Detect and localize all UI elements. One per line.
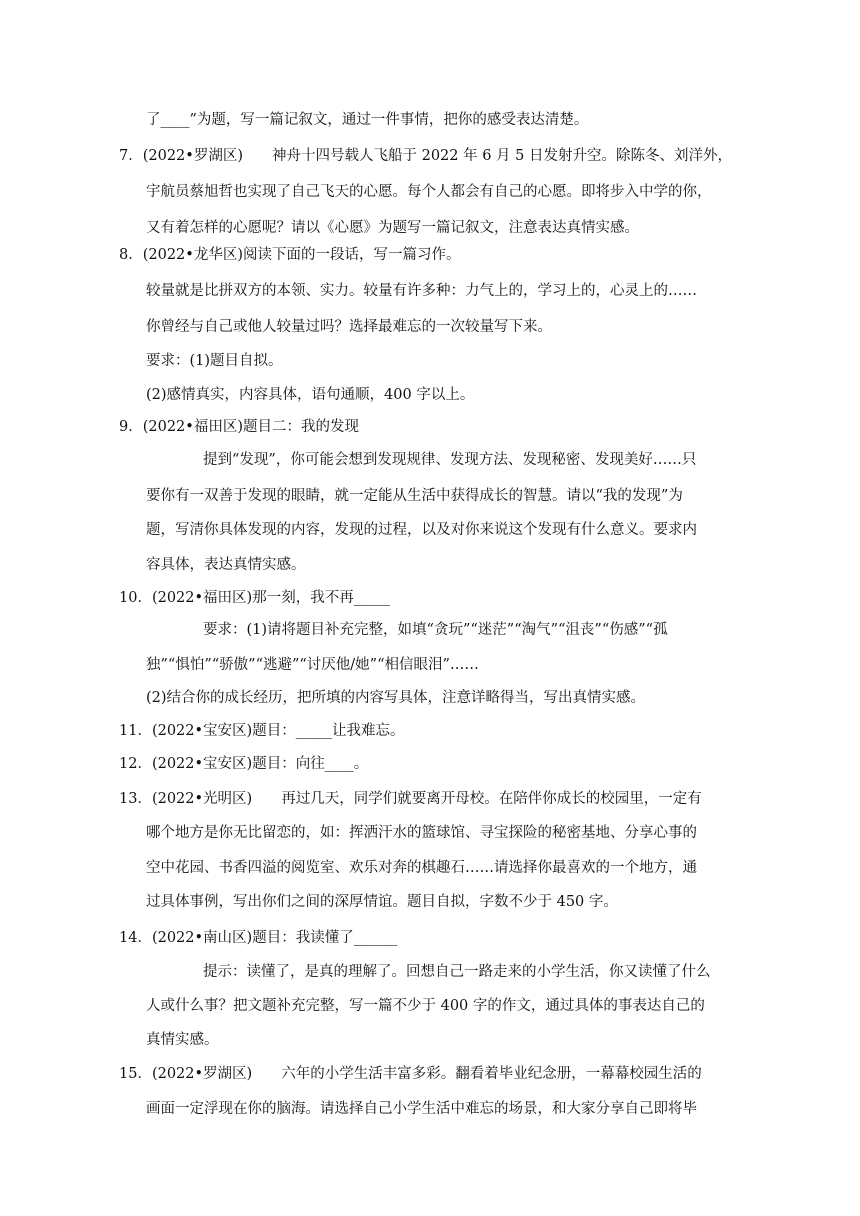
text-line: 哪个地方是你无比留恋的，如：挥洒汗水的篮球馆、寻宝探险的秘密基地、分享心事的 xyxy=(146,825,697,841)
question-15-line-1: 15．(2022•罗湖区) 六年的小学生活丰富多彩。翻看着毕业纪念册，一幕幕校园生活的 xyxy=(119,1066,702,1082)
question-13-line-1: 13．(2022•光明区) 再过几天，同学们就要离开母校。在陪伴你成长的校园里，一定有 xyxy=(119,791,702,807)
question-7-line-1: 7．(2022•罗湖区) 神舟十四号载人飞船于 2022 年 6 月 5 日发射升空。除陈冬、刘洋外， xyxy=(119,148,732,164)
question-11: 11．(2022•宝安区)题目：_____让我难忘。 xyxy=(119,723,405,739)
question-10-line-1: 10．(2022•福田区)那一刻，我不再_____ xyxy=(119,590,390,606)
text-line: 较量就是比拼双方的本领、实力。较量有许多种：力气上的，学习上的，心灵上的…… xyxy=(146,283,697,299)
question-12: 12．(2022•宝安区)题目：向往____。 xyxy=(119,756,369,772)
text-line: 空中花园、书香四溢的阅览室、欢乐对奔的棋趣石……请选择你最喜欢的一个地方，通 xyxy=(146,860,697,876)
text-line: 要求：(1)题目自拟。 xyxy=(146,353,283,369)
text-line: 要你有一双善于发现的眼睛，就一定能从生活中获得成长的智慧。请以“我的发现”为 xyxy=(146,488,683,504)
question-9-line-1: 9．(2022•福田区)题目二：我的发现 xyxy=(119,419,359,435)
question-8-line-1: 8．(2022•龙华区)阅读下面的一段话，写一篇习作。 xyxy=(119,247,461,263)
text-line: (2)结合你的成长经历，把所填的内容写具体，注意详略得当，写出真情实感。 xyxy=(146,690,646,706)
text-line: (2)感情真实，内容具体，语句通顺，400 字以上。 xyxy=(146,387,475,403)
text-line: 提示：读懂了，是真的理解了。回想自己一路走来的小学生活，你又读懂了什么 xyxy=(203,964,711,980)
text-line: 了____”为题，写一篇记叙文，通过一件事情，把你的感受表达清楚。 xyxy=(146,112,589,128)
text-line: 过具体事例，写出你们之间的深厚情谊。题目自拟，字数不少于 450 字。 xyxy=(146,894,618,910)
text-line: 独”“惧怕”“骄傲”“逃避”“讨厌他/她”“相信眼泪”…… xyxy=(146,657,479,673)
question-14-line-1: 14．(2022•南山区)题目：我读懂了______ xyxy=(119,930,398,946)
text-line: 要求：(1)请将题目补充完整，如填“贪玩”“迷茫”“淘气”“沮丧”“伤感”“孤 xyxy=(203,622,668,638)
text-line: 你曾经与自己或他人较量过吗？选择最难忘的一次较量写下来。 xyxy=(146,319,552,335)
text-line: 又有着怎样的心愿呢？请以《心愿》为题写一篇记叙文，注意表达真情实感。 xyxy=(146,220,639,236)
text-line: 画面一定浮现在你的脑海。请选择自己小学生活中难忘的场景，和大家分享自己即将毕 xyxy=(146,1101,697,1117)
text-line: 真情实感。 xyxy=(146,1032,219,1048)
text-line: 容具体，表达真情实感。 xyxy=(146,557,306,573)
text-line: 人或什么事？把文题补充完整，写一篇不少于 400 字的作文，通过具体的事表达自己的 xyxy=(146,998,705,1014)
text-line: 题，写清你具体发现的内容，发现的过程，以及对你来说这个发现有什么意义。要求内 xyxy=(146,522,697,538)
text-line: 提到“发现”，你可能会想到发现规律、发现方法、发现秘密、发现美好……只 xyxy=(203,452,697,468)
text-line: 宇航员蔡旭哲也实现了自己飞天的心愿。每个人都会有自己的心愿。即将步入中学的你， xyxy=(146,184,712,200)
